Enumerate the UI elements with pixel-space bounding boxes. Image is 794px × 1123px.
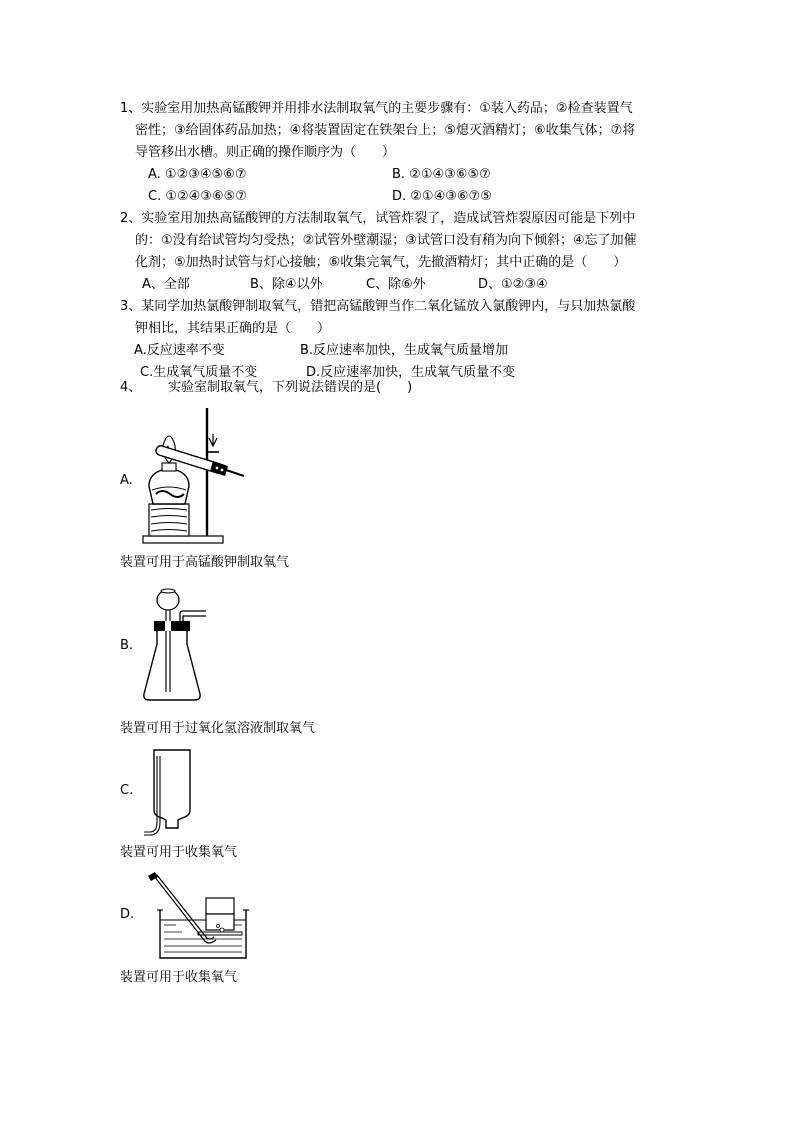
- q4-choice-d-caption: 装置可用于收集氧气: [120, 970, 238, 985]
- q2-line-2: 的：①没有给试管均匀受热；②试管外壁潮湿；③试管口没有稍为向下倾斜；④忘了加催: [135, 233, 637, 248]
- q1-option-a[interactable]: A. ①②③④⑤⑥⑦: [148, 167, 247, 182]
- q3-option-b[interactable]: B.反应速率加快，生成氧气质量增加: [300, 343, 509, 358]
- q4-choice-c-caption: 装置可用于收集氧气: [120, 845, 238, 860]
- q2-option-a[interactable]: A、全部: [142, 277, 190, 292]
- q2-line-3: 化剂；⑤加热时试管与灯心接触；⑥收集完氧气，先撤酒精灯；其中正确的是（ ）: [135, 255, 627, 270]
- inverted-gas-bottle-diagram: [142, 748, 202, 836]
- q1-line-1: 1、实验室用加热高锰酸钾并用排水法制取氧气的主要步骤有：①装入药品；②检查装置气: [120, 101, 633, 116]
- q4-figure-a[interactable]: [140, 406, 250, 548]
- heating-apparatus-diagram: [140, 406, 250, 548]
- q4-choice-d-letter[interactable]: D.: [120, 907, 135, 922]
- water-trough-collection-diagram: [142, 870, 252, 962]
- q4-figure-c[interactable]: [142, 748, 202, 836]
- q4-choice-a-caption: 装置可用于高锰酸钾制取氧气: [120, 555, 290, 570]
- q2-option-d[interactable]: D、①②③④: [478, 277, 548, 292]
- q1-option-c[interactable]: C. ①②④③⑥⑤⑦: [148, 189, 247, 204]
- q3-option-d[interactable]: D.反应速率加快，生成氧气质量不变: [306, 365, 516, 380]
- q3-option-c[interactable]: C.生成氧气质量不变: [140, 365, 258, 380]
- q2-option-b[interactable]: B、除④以外: [250, 277, 323, 292]
- q1-option-b[interactable]: B. ②①④③⑥⑤⑦: [392, 167, 491, 182]
- q4-stem: 实验室制取氧气，下列说法错误的是( ): [168, 380, 413, 395]
- q3-option-a[interactable]: A.反应速率不变: [134, 343, 225, 358]
- q4-number: 4、: [120, 380, 142, 395]
- q2-line-1: 2、实验室用加热高锰酸钾的方法制取氧气，试管炸裂了，造成试管炸裂原因可能是下列中: [120, 211, 636, 226]
- q1-line-3: 导管移出水槽。则正确的操作顺序为（ ）: [135, 145, 396, 160]
- q4-figure-b[interactable]: [140, 584, 220, 704]
- q2-option-c[interactable]: C、除⑥外: [366, 277, 426, 292]
- q3-line-2: 钾相比，其结果正确的是（ ）: [135, 321, 331, 336]
- conical-flask-funnel-diagram: [140, 584, 220, 704]
- q4-choice-b-letter[interactable]: B.: [120, 638, 134, 653]
- q1-line-2: 密性；③给固体药品加热；④将装置固定在铁架台上；⑤熄灭酒精灯；⑥收集气体；⑦将: [135, 123, 636, 138]
- q4-choice-a-letter[interactable]: A.: [120, 473, 133, 488]
- q4-choice-b-caption: 装置可用于过氧化氢溶液制取氧气: [120, 721, 316, 736]
- q4-figure-d[interactable]: [142, 870, 252, 962]
- q4-choice-c-letter[interactable]: C.: [120, 783, 134, 798]
- q3-line-1: 3、某同学加热氯酸钾制取氧气，错把高锰酸钾当作二氧化锰放入氯酸钾内，与只加热氯酸: [120, 299, 636, 314]
- q1-option-d[interactable]: D. ②①④③⑥⑦⑤: [392, 189, 492, 204]
